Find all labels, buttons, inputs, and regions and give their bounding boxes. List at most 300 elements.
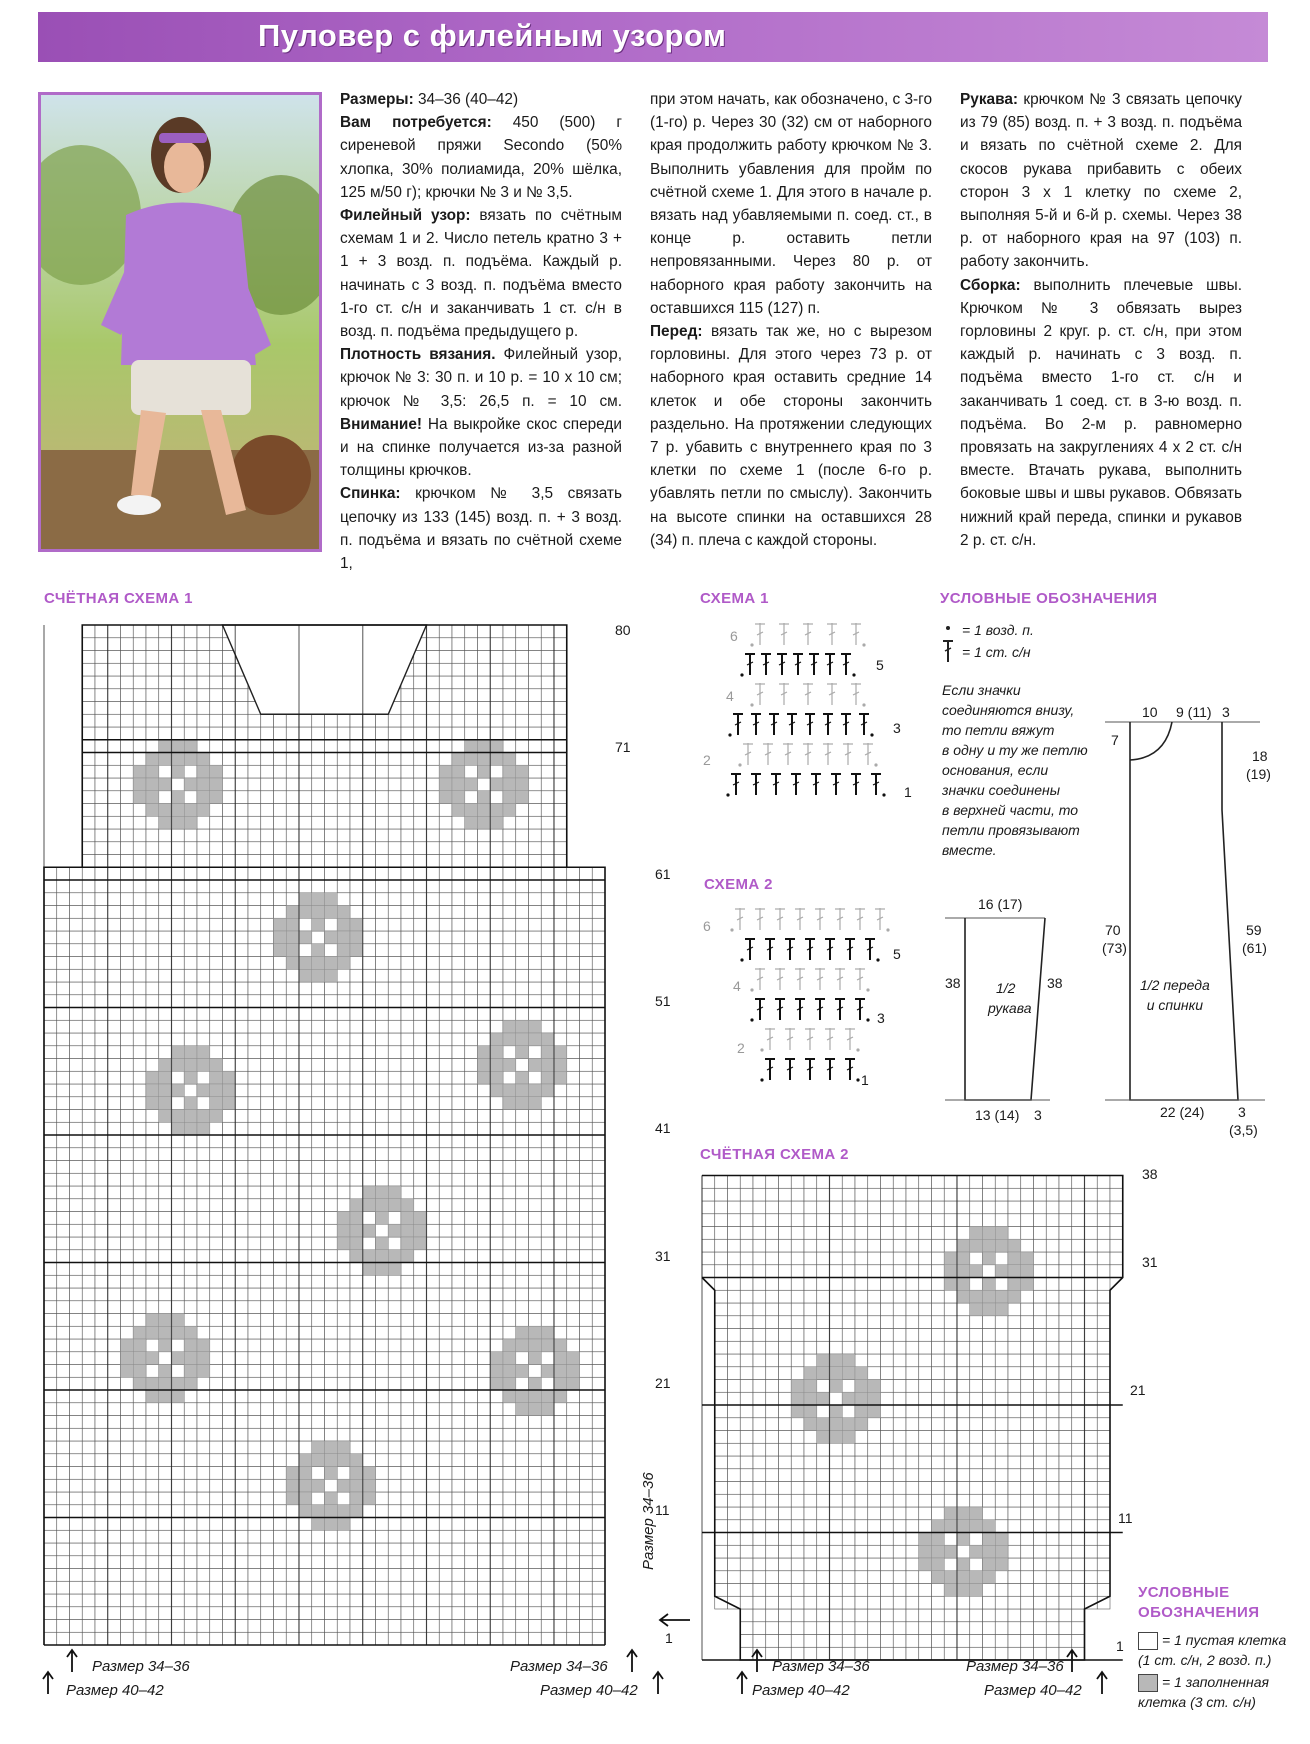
grid-cell	[817, 1520, 830, 1533]
grid-cell	[957, 1469, 970, 1482]
grid-cell	[881, 1431, 894, 1444]
grid-cell	[995, 1367, 1008, 1380]
grid-cell	[728, 1482, 741, 1495]
grid-cell	[932, 1201, 945, 1214]
grid-cell	[970, 1341, 983, 1354]
grid-cell	[766, 1596, 779, 1609]
grid-cell	[1059, 1227, 1072, 1240]
grid-cell	[1097, 1482, 1110, 1495]
grid-cell	[1059, 1278, 1072, 1291]
grid-cell	[779, 1252, 792, 1265]
grid-cell	[906, 1278, 919, 1291]
grid-cell	[830, 1571, 843, 1584]
grid-cell	[995, 1596, 1008, 1609]
grid-cell	[919, 1596, 932, 1609]
grid-cell	[970, 1622, 983, 1635]
grid-cell	[1021, 1316, 1034, 1329]
grid-cell	[791, 1456, 804, 1469]
grid-cell	[1034, 1520, 1047, 1533]
grid-cell	[893, 1520, 906, 1533]
grid-cell	[932, 1252, 945, 1265]
grid-cell	[1046, 1635, 1059, 1648]
grid-cell	[1072, 1456, 1085, 1469]
grid-cell	[881, 1278, 894, 1291]
grid-cell	[842, 1227, 855, 1240]
grid-cell	[1059, 1316, 1072, 1329]
chart1-row-41: 41	[655, 1120, 671, 1136]
grid-cell	[715, 1482, 728, 1495]
grid-cell	[932, 1418, 945, 1431]
grid-cell	[740, 1482, 753, 1495]
grid-cell	[1097, 1571, 1110, 1584]
grid-cell	[919, 1239, 932, 1252]
grid-cell	[1008, 1584, 1021, 1597]
grid-cell	[842, 1482, 855, 1495]
grid-cell	[919, 1418, 932, 1431]
grid-cell	[791, 1596, 804, 1609]
grid-cell	[919, 1571, 932, 1584]
grid-cell	[893, 1380, 906, 1393]
grid-cell	[868, 1227, 881, 1240]
grid-cell	[753, 1252, 766, 1265]
sleeve-top: 16 (17)	[978, 896, 1023, 912]
grid-cell	[881, 1469, 894, 1482]
grid-cell	[944, 1367, 957, 1380]
chart1-row-21: 21	[655, 1375, 671, 1391]
grid-cell	[957, 1431, 970, 1444]
grid-cell	[970, 1431, 983, 1444]
grid-cell	[944, 1635, 957, 1648]
grid-cell	[1097, 1303, 1110, 1316]
grid-cell	[1059, 1520, 1072, 1533]
grid-cell	[919, 1584, 932, 1597]
grid-cell	[817, 1303, 830, 1316]
grid-cell	[893, 1558, 906, 1571]
grid-cell	[855, 1469, 868, 1482]
grid-cell	[817, 1227, 830, 1240]
grid-cell	[1085, 1571, 1098, 1584]
grid-cell	[995, 1214, 1008, 1227]
grid-cell	[881, 1252, 894, 1265]
grid-cell	[830, 1290, 843, 1303]
grid-cell	[983, 1584, 996, 1597]
grid-cell	[1097, 1278, 1110, 1291]
grid-cell	[830, 1558, 843, 1571]
grid-cell	[893, 1635, 906, 1648]
grid-cell	[791, 1558, 804, 1571]
grid-cell	[1110, 1239, 1123, 1252]
grid-cell	[1046, 1469, 1059, 1482]
grid-cell	[779, 1443, 792, 1456]
grid-cell	[1085, 1329, 1098, 1342]
grid-cell	[919, 1456, 932, 1469]
grid-cell	[919, 1341, 932, 1354]
grid-cell	[944, 1341, 957, 1354]
grid-cell	[1097, 1239, 1110, 1252]
grid-cell	[740, 1571, 753, 1584]
grid-cell	[957, 1367, 970, 1380]
grid-cell	[855, 1609, 868, 1622]
grid-cell	[995, 1418, 1008, 1431]
grid-cell	[944, 1558, 957, 1571]
grid-cell	[906, 1392, 919, 1405]
grid-cell	[766, 1609, 779, 1622]
chart1-row-11: 11	[655, 1502, 670, 1518]
para-back: Спинка: крючком № 3,5 связать цепочку из 133 (145) возд. п. + 3 возд. п. подъёма и вязать по счётной схеме 1,	[340, 485, 622, 573]
grid-cell	[804, 1571, 817, 1584]
grid-cell	[804, 1482, 817, 1495]
grid-cell	[1059, 1214, 1072, 1227]
grid-cell	[893, 1252, 906, 1265]
grid-cell	[740, 1558, 753, 1571]
grid-cell	[830, 1584, 843, 1597]
grid-cell	[779, 1278, 792, 1291]
grid-cell	[817, 1265, 830, 1278]
grid-cell	[868, 1533, 881, 1546]
grid-cell	[702, 1201, 715, 1214]
grid-cell	[753, 1316, 766, 1329]
grid-cell	[983, 1494, 996, 1507]
grid-cell	[1008, 1622, 1021, 1635]
grid-cell	[932, 1265, 945, 1278]
grid-cell	[817, 1252, 830, 1265]
grid-cell	[766, 1214, 779, 1227]
body-top-b: 9 (11)	[1176, 704, 1212, 720]
grid-cell	[1034, 1418, 1047, 1431]
grid-cell	[728, 1380, 741, 1393]
grid-cell	[1046, 1392, 1059, 1405]
grid-cell	[1034, 1354, 1047, 1367]
grid-cell	[855, 1507, 868, 1520]
grid-cell	[753, 1545, 766, 1558]
grid-cell	[881, 1533, 894, 1546]
grid-cell	[1046, 1278, 1059, 1291]
grid-cell	[1046, 1239, 1059, 1252]
sleeve-bottom: 13 (14)	[975, 1107, 1020, 1123]
grid-cell	[868, 1596, 881, 1609]
grid-cell	[1021, 1596, 1034, 1609]
grid-cell	[881, 1609, 894, 1622]
grid-cell	[932, 1239, 945, 1252]
grid-cell	[906, 1520, 919, 1533]
grid-cell	[1097, 1418, 1110, 1431]
grid-cell	[881, 1405, 894, 1418]
grid-cell	[702, 1214, 715, 1227]
grid-cell	[1072, 1584, 1085, 1597]
grid-cell	[970, 1443, 983, 1456]
grid-cell	[855, 1227, 868, 1240]
grid-cell	[995, 1609, 1008, 1622]
grid-cell	[932, 1316, 945, 1329]
scheme1-row-1: 1	[904, 784, 912, 800]
grid-cell	[1046, 1609, 1059, 1622]
grid-cell	[766, 1482, 779, 1495]
grid-cell	[1085, 1596, 1098, 1609]
grid-cell	[715, 1418, 728, 1431]
grid-cell	[1034, 1431, 1047, 1444]
grid-cell	[1008, 1316, 1021, 1329]
grid-cell	[1046, 1341, 1059, 1354]
grid-cell	[855, 1214, 868, 1227]
grid-cell	[842, 1290, 855, 1303]
grid-cell	[1021, 1354, 1034, 1367]
grid-cell	[728, 1252, 741, 1265]
grid-cell	[1059, 1482, 1072, 1495]
grid-cell	[1008, 1367, 1021, 1380]
grid-cell	[893, 1290, 906, 1303]
grid-cell	[932, 1367, 945, 1380]
grid-cell	[728, 1431, 741, 1444]
grid-cell	[957, 1622, 970, 1635]
grid-cell	[779, 1609, 792, 1622]
grid-cell	[715, 1596, 728, 1609]
grid-cell	[753, 1482, 766, 1495]
grid-cell	[1085, 1290, 1098, 1303]
grid-cell	[715, 1367, 728, 1380]
grid-cell	[893, 1303, 906, 1316]
grid-cell	[983, 1635, 996, 1648]
para-front: Перед: вязать так же, но с вырезом горловины. Для этого через 73 р. от наборного края оставить средние 14 клеток и обе стороны закончить раздельно. На протяжении следующих 7 р. убавить с внутреннего края по 3 клетки по схеме 1 (после 6-го р. убавлять петли по смыслу). Закончить на высоте спинки на оставшихся 28 (34) п. плеча с каждой стороны.	[650, 323, 932, 549]
grid-cell	[1072, 1380, 1085, 1393]
grid-cell	[753, 1290, 766, 1303]
grid-cell	[1046, 1252, 1059, 1265]
grid-cell	[944, 1482, 957, 1495]
grid-cell	[728, 1316, 741, 1329]
grid-cell	[728, 1201, 741, 1214]
grid-cell	[1059, 1609, 1072, 1622]
grid-cell	[1110, 1265, 1123, 1278]
grid-cell	[728, 1418, 741, 1431]
grid-cell	[842, 1303, 855, 1316]
para-assembly: Сборка: выполнить плечевые швы. Крючком № 3 обвязать вырез горловины 2 круг. р. ст. с/н, при этом каждый р. начинать с 3 возд. п. подъёма вместо 1-го ст. с/н и заканчивать 1 соед. ст. в 3-ю возд. п. подъёма. Во 2-м р. равномерно провязать на закруглениях 4 х 2 ст. с/н вместе. Втачать рукава, выполнить боковые швы и швы рукавов. Обвязать нижний край переда, спинки и рукавов 2 р. ст. с/н.	[960, 276, 1242, 549]
grid-cell	[791, 1507, 804, 1520]
grid-cell	[932, 1278, 945, 1291]
grid-cell	[1059, 1571, 1072, 1584]
grid-cell	[957, 1456, 970, 1469]
grid-cell	[1072, 1520, 1085, 1533]
grid-cell	[881, 1303, 894, 1316]
grid-cell	[1008, 1482, 1021, 1495]
grid-cell	[983, 1456, 996, 1469]
grid-cell	[1046, 1520, 1059, 1533]
grid-cell	[868, 1558, 881, 1571]
grid-cell	[753, 1227, 766, 1240]
grid-cell	[740, 1303, 753, 1316]
grid-cell	[842, 1252, 855, 1265]
grid-cell	[1046, 1329, 1059, 1342]
grid-cell	[715, 1431, 728, 1444]
grid-cell	[817, 1329, 830, 1342]
grid-cell	[1046, 1443, 1059, 1456]
grid-cell	[1046, 1303, 1059, 1316]
grid-cell	[881, 1227, 894, 1240]
grid-cell	[881, 1584, 894, 1597]
grid-cell	[753, 1520, 766, 1533]
grid-cell	[1034, 1507, 1047, 1520]
grid-cell	[779, 1329, 792, 1342]
grid-cell	[970, 1316, 983, 1329]
grid-cell	[1059, 1354, 1072, 1367]
grid-cell	[1097, 1227, 1110, 1240]
grid-cell	[995, 1507, 1008, 1520]
grid-cell	[753, 1596, 766, 1609]
grid-cell	[702, 1252, 715, 1265]
grid-cell	[881, 1443, 894, 1456]
grid-cell	[740, 1520, 753, 1533]
grid-cell	[868, 1303, 881, 1316]
grid-cell	[702, 1265, 715, 1278]
grid-cell	[753, 1494, 766, 1507]
grid-cell	[817, 1609, 830, 1622]
grid-cell	[817, 1290, 830, 1303]
grid-cell	[1059, 1380, 1072, 1393]
grid-cell	[715, 1469, 728, 1482]
grid-cell	[740, 1392, 753, 1405]
grid-cell	[830, 1469, 843, 1482]
grid-cell	[919, 1469, 932, 1482]
grid-cell	[715, 1239, 728, 1252]
grid-cell	[1034, 1303, 1047, 1316]
grid-cell	[944, 1227, 957, 1240]
grid-cell	[791, 1520, 804, 1533]
grid-cell	[766, 1239, 779, 1252]
grid-cell	[1008, 1329, 1021, 1342]
grid-cell	[919, 1290, 932, 1303]
grid-cell	[983, 1507, 996, 1520]
grid-cell	[779, 1596, 792, 1609]
grid-cell	[817, 1584, 830, 1597]
grid-cell	[791, 1265, 804, 1278]
grid-cell	[715, 1456, 728, 1469]
grid-cell	[779, 1201, 792, 1214]
grid-cell	[919, 1520, 932, 1533]
grid-cell	[1046, 1354, 1059, 1367]
body-left-2: (73)	[1102, 940, 1127, 956]
grid-cell	[893, 1214, 906, 1227]
grid-cell	[779, 1316, 792, 1329]
grid-cell	[1021, 1456, 1034, 1469]
grid-cell	[1085, 1584, 1098, 1597]
grid-cell	[842, 1558, 855, 1571]
grid-cell	[766, 1290, 779, 1303]
grid-cell	[1085, 1558, 1098, 1571]
chart1-row-51: 51	[655, 993, 671, 1009]
grid-cell	[804, 1596, 817, 1609]
grid-cell	[1072, 1609, 1085, 1622]
grid-cell	[740, 1290, 753, 1303]
grid-cell	[766, 1584, 779, 1597]
grid-cell	[919, 1507, 932, 1520]
grid-cell	[1059, 1418, 1072, 1431]
grid-cell	[1097, 1494, 1110, 1507]
grid-cell	[1110, 1214, 1123, 1227]
grid-cell	[1034, 1533, 1047, 1546]
grid-cell	[906, 1469, 919, 1482]
grid-cell	[957, 1443, 970, 1456]
grid-cell	[715, 1507, 728, 1520]
grid-cell	[1097, 1290, 1110, 1303]
grid-cell	[868, 1214, 881, 1227]
grid-cell	[830, 1635, 843, 1648]
grid-cell	[1085, 1252, 1098, 1265]
grid-cell	[1059, 1252, 1072, 1265]
grid-cell	[855, 1494, 868, 1507]
grid-cell	[881, 1622, 894, 1635]
grid-cell	[753, 1201, 766, 1214]
grid-cell	[791, 1290, 804, 1303]
grid-cell	[728, 1507, 741, 1520]
grid-cell	[1008, 1545, 1021, 1558]
grid-cell	[1085, 1520, 1098, 1533]
grid-cell	[932, 1456, 945, 1469]
grid-cell	[1097, 1214, 1110, 1227]
grid-cell	[753, 1367, 766, 1380]
grid-cell	[1046, 1482, 1059, 1495]
grid-cell	[1008, 1596, 1021, 1609]
grid-cell	[791, 1278, 804, 1291]
grid-cell	[779, 1584, 792, 1597]
grid-cell	[1034, 1227, 1047, 1240]
grid-cell	[766, 1520, 779, 1533]
grid-cell	[957, 1596, 970, 1609]
grid-cell	[855, 1354, 868, 1367]
grid-cell	[1059, 1584, 1072, 1597]
grid-cell	[868, 1431, 881, 1444]
grid-cell	[817, 1558, 830, 1571]
grid-cell	[983, 1354, 996, 1367]
body-right: 59	[1246, 922, 1262, 938]
grid-cell	[766, 1354, 779, 1367]
grid-cell	[881, 1392, 894, 1405]
grid-cell	[906, 1239, 919, 1252]
grid-cell	[804, 1558, 817, 1571]
grid-cell	[715, 1303, 728, 1316]
grid-cell	[1072, 1227, 1085, 1240]
grid-cell	[1021, 1214, 1034, 1227]
grid-cell	[944, 1303, 957, 1316]
grid-cell	[868, 1494, 881, 1507]
grid-cell	[817, 1239, 830, 1252]
grid-cell	[817, 1545, 830, 1558]
grid-cell	[995, 1316, 1008, 1329]
grid-cell	[740, 1278, 753, 1291]
grid-cell	[881, 1596, 894, 1609]
grid-cell	[791, 1635, 804, 1648]
grid-cell	[804, 1609, 817, 1622]
grid-cell	[881, 1201, 894, 1214]
scheme1-row-4: 4	[726, 688, 734, 704]
grid-cell	[919, 1329, 932, 1342]
grid-cell	[1021, 1367, 1034, 1380]
grid-cell	[779, 1214, 792, 1227]
grid-cell	[1008, 1392, 1021, 1405]
page-title: Пуловер с филейным узором	[258, 18, 727, 53]
grid-cell	[1046, 1418, 1059, 1431]
sleeve-right: 38	[1047, 975, 1063, 991]
grid-cell	[702, 1227, 715, 1240]
grid-cell	[1072, 1316, 1085, 1329]
grid-cell	[715, 1227, 728, 1240]
grid-cell	[970, 1354, 983, 1367]
grid-cell	[855, 1341, 868, 1354]
grid-cell	[919, 1622, 932, 1635]
grid-cell	[906, 1443, 919, 1456]
grid-cell	[1008, 1533, 1021, 1546]
grid-cell	[804, 1443, 817, 1456]
grid-cell	[881, 1507, 894, 1520]
grid-cell	[842, 1596, 855, 1609]
grid-cell	[842, 1443, 855, 1456]
